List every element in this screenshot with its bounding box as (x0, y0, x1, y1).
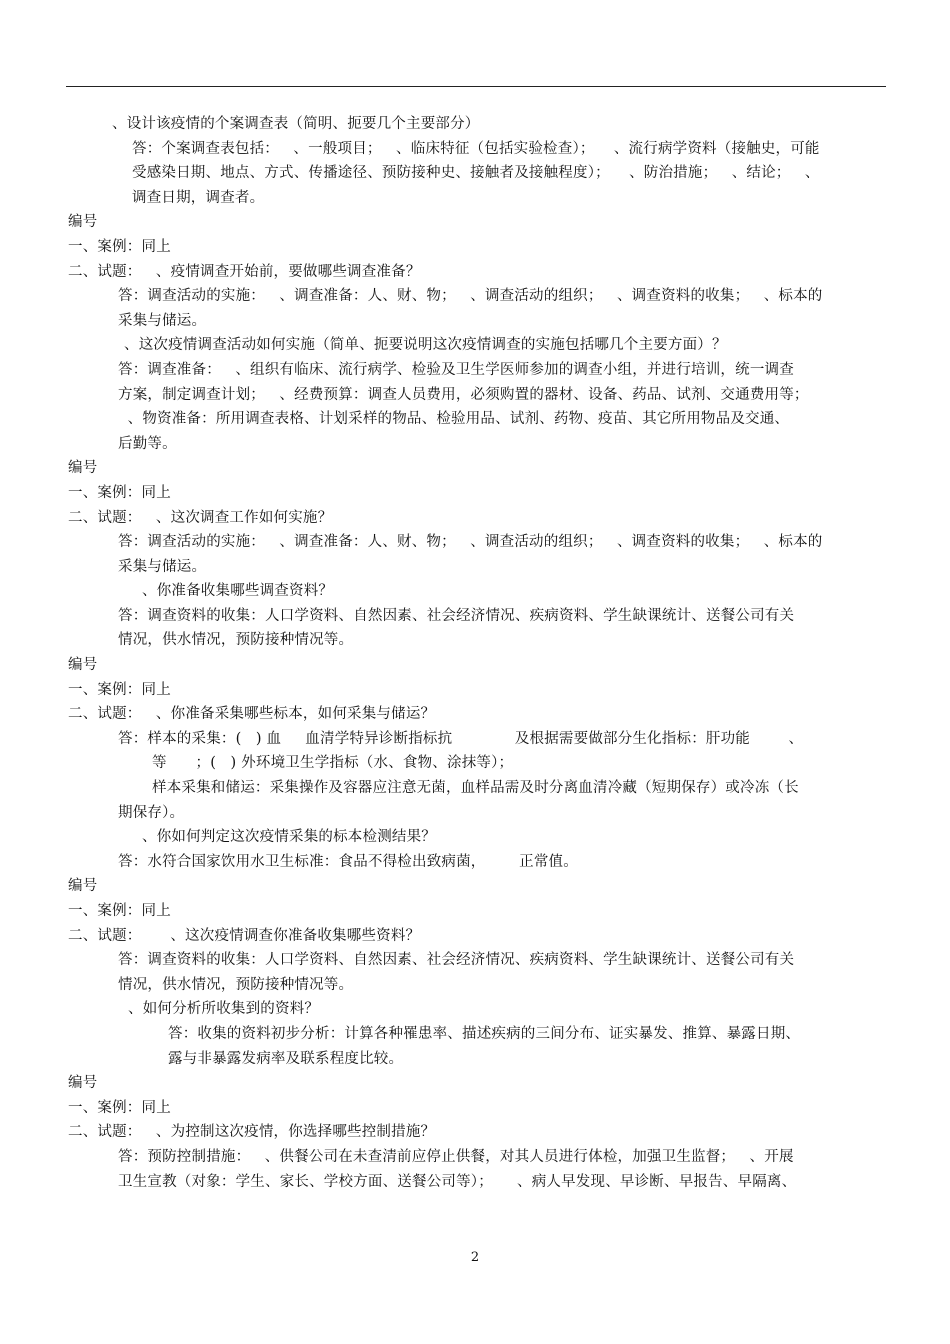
text-line: 答：调查准备： 、组织有临床、流行病学、检验及卫生学医师参加的调查小组，并进行培训，统一调查 (118, 361, 794, 378)
text-line: 一、案例：同上 (68, 238, 171, 255)
text-line: 答：个案调查表包括： 、一般项目； 、临床特征（包括实验检查）； 、流行病学资料（接触史，可能 (132, 140, 820, 157)
text-line: 采集与储运。 (118, 558, 207, 575)
text-line: 编号 (68, 657, 98, 674)
text-line: 答：预防控制措施： 、供餐公司在未查清前应停止供餐，对其人员进行体检，加强卫生监督； 、开展 (118, 1148, 794, 1165)
text-line: 编号 (68, 214, 98, 231)
text-line: 、你准备收集哪些调查资料？ (142, 583, 334, 600)
text-line: 二、试题： 、这次疫情调查你准备收集哪些资料？ (68, 927, 421, 944)
text-line: 受感染日期、地点、方式、传播途径、预防接种史、接触者及接触程度）； 、防治措施； 、结论； 、 (132, 165, 820, 182)
text-line: 后勤等。 (118, 435, 177, 452)
text-line: 答：调查资料的收集：人口学资料、自然因素、社会经济情况、疾病资料、学生缺课统计、送餐公司有关 (118, 952, 795, 969)
text-line: 答：水符合国家饮用水卫生标准：食品不得检出致病菌， 正常值。 (118, 853, 578, 870)
text-line: 卫生宣教（对象：学生、家长、学校方面、送餐公司等）； 、病人早发现、早诊断、早报告、早隔离、 (118, 1173, 797, 1190)
text-line: 、物资准备：所用调查表格、计划采样的物品、检验用品、试剂、药物、疫苗、其它所用物品及交通、 (118, 411, 790, 428)
text-line: 等 ；( ) 外环境卫生学指标（水、食物、涂抹等）； (152, 755, 514, 772)
text-line: 期保存）。 (118, 804, 185, 821)
text-line: 、设计该疫情的个案调查表（简明、扼要几个主要部分） (112, 116, 480, 132)
text-line: 答：调查活动的实施： 、调查准备：人、财、物； 、调查活动的组织； 、调查资料的收集； 、标本的 (118, 534, 823, 551)
text-line: 答：样本的采集：( ) 血 血清学特异诊断指标抗 及根据需要做部分生化指标：肝功能 、 (118, 730, 804, 747)
text-line: 编号 (68, 460, 98, 477)
text-line: 二、试题： 、疫情调查开始前，要做哪些调查准备？ (68, 263, 421, 280)
text-line: 方案，制定调查计划； 、经费预算：调查人员费用，必须购置的器材、设备、药品、试剂、交通费用等； (118, 386, 809, 403)
text-line: 调查日期，调查者。 (132, 189, 265, 206)
text-line: 一、案例：同上 (68, 484, 171, 501)
text-line: 答：调查活动的实施： 、调查准备：人、财、物； 、调查活动的组织； 、调查资料的收集； 、标本的 (118, 288, 823, 305)
text-line: 答：调查资料的收集：人口学资料、自然因素、社会经济情况、疾病资料、学生缺课统计、送餐公司有关 (118, 607, 795, 624)
page-number: 2 (470, 1250, 480, 1265)
text-line: 一、案例：同上 (68, 1099, 171, 1116)
text-line: 、如何分析所收集到的资料？ (128, 1001, 320, 1018)
text-line: 一、案例：同上 (68, 681, 171, 698)
text-line: 编号 (68, 878, 98, 895)
text-line: 情况，供水情况，预防接种情况等。 (118, 976, 354, 993)
text-line: 二、试题： 、你准备采集哪些标本，如何采集与储运？ (68, 706, 436, 723)
text-line: 采集与储运。 (118, 312, 207, 329)
text-line: 答：收集的资料初步分析：计算各种罹患率、描述疾病的三间分布、证实暴发、推算、暴露日期、 (168, 1025, 801, 1042)
text-line: 、这次疫情调查活动如何实施（简单、扼要说明这次疫情调查的实施包括哪几个主要方面）？ (124, 337, 727, 354)
text-line: 二、试题： 、为控制这次疫情，你选择哪些控制措施？ (68, 1124, 436, 1141)
text-line: 编号 (68, 1075, 98, 1092)
text-line: 露与非暴露发病率及联系程度比较。 (168, 1050, 404, 1067)
text-line: 一、案例：同上 (68, 903, 171, 919)
document-body (68, 112, 886, 1194)
text-line: 、你如何判定这次疫情采集的标本检测结果？ (142, 829, 436, 846)
text-line: 情况，供水情况，预防接种情况等。 (118, 632, 354, 649)
text-line: 二、试题： 、这次调查工作如何实施？ (68, 509, 333, 526)
header-rule (66, 86, 886, 87)
text-line: 样本采集和储运：采集操作及容器应注意无菌，血样品需及时分离血清冷藏（短期保存）或冷冻（长 (152, 780, 799, 797)
